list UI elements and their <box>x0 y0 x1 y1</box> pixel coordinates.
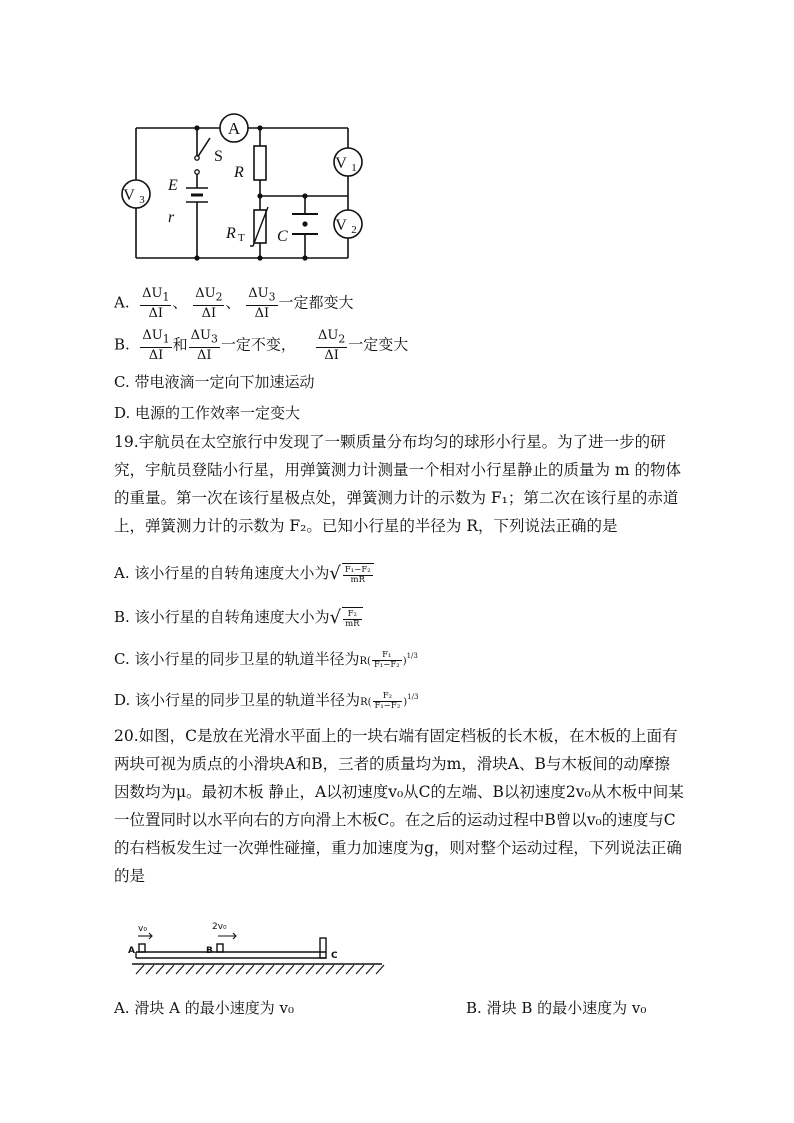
internal-r-label: r <box>168 209 175 226</box>
svg-text:v₀: v₀ <box>138 924 147 934</box>
q19-option-d: D. 该小行星的同步卫星的轨道半径为R( $\frac{\text{F₂}}{\text{F₁−F₂}}$ )$^{1/3}$ <box>114 690 419 711</box>
svg-text:2: 2 <box>351 224 357 236</box>
svg-text:2v₀: 2v₀ <box>212 922 227 932</box>
q18-option-d: D. 电源的工作效率一定变大 <box>114 404 301 422</box>
q19-option-b: B. 该小行星的自转角速度大小为√ $\frac{\text{F₂}}{mR}$ <box>114 607 363 629</box>
svg-text:A: A <box>128 946 135 956</box>
svg-text:T: T <box>238 232 245 244</box>
svg-text:V: V <box>123 187 135 204</box>
emf-label: E <box>168 177 178 194</box>
thermistor-label: R <box>226 225 236 242</box>
resistor-label: R <box>234 164 244 181</box>
circuit-diagram <box>110 110 370 270</box>
q19-option-c: C. 该小行星的同步卫星的轨道半径为R( $\frac{\text{F₁}}{\text{F₁−F₂}}$ )$^{1/3}$ <box>114 649 418 670</box>
svg-text:B: B <box>206 946 213 956</box>
q19-option-a: A. 该小行星的自转角速度大小为√ $\frac{\text{F₁−F₂}}{mR}$ <box>114 563 374 585</box>
board-figure <box>126 918 388 980</box>
ammeter-label: A <box>227 119 241 138</box>
q18-option-a: A. $\frac{\Delta U_1}{\Delta I}$ 、 $\frac{\Delta U_2}{\Delta I}$ 、 $\frac{\Delta U_3}{\Delta I}$ 一定都变大 <box>114 286 354 321</box>
q18-option-b: B. $\frac{\Delta U_1}{\Delta I}$ 和 $\frac{\Delta U_3}{\Delta I}$ 一定不变， $\frac{\Delta U_2}{\Delta I}$ 一定变大 <box>114 328 409 363</box>
svg-text:V: V <box>335 217 347 234</box>
q18-option-c: C. 带电液滴一定向下加速运动 <box>114 373 315 391</box>
svg-text:V: V <box>335 155 347 172</box>
q20-stem: 20.如图，C是放在光滑水平面上的一块右端有固定档板的长木板，在木板的上面有两块可视为质点的小滑块A和B，三者的质量均为m，滑块A、B与木板间的动摩擦因数均为μ。最初木板 静止，A以初速度v₀从C的左端、B以初速度2v₀从木板中间某一位置同时以水平向右的方向滑上木板C。在之后的运动过程中B曾以v₀的速度与C的右档板发生过一次弹性碰撞，重力加速度为g，则对整个运动过程，下列说法正确的是 <box>114 727 684 885</box>
q19-stem: 19.宇航员在太空旅行中发现了一颗质量分布均匀的球形小行星。为了进一步的研究，宇航员登陆小行星，用弹簧测力计测量一个相对小行星静止的质量为 m 的物体的重量。第一次在该行星极点处，弹簧测力计的示数为 F₁；第二次在该行星的赤道上，弹簧测力计的示数为 F₂。已知小行星的半径为 R，下列说法正确的是 <box>114 433 682 535</box>
q20-option-b: B. 滑块 B 的最小速度为 v₀ <box>466 999 647 1017</box>
svg-text:C: C <box>331 951 338 961</box>
q20-option-a: A. 滑块 A 的最小速度为 v₀ <box>114 999 295 1017</box>
switch-label: S <box>214 148 223 165</box>
capacitor-label: C <box>277 228 288 245</box>
svg-text:3: 3 <box>139 194 145 206</box>
svg-text:1: 1 <box>351 162 357 174</box>
